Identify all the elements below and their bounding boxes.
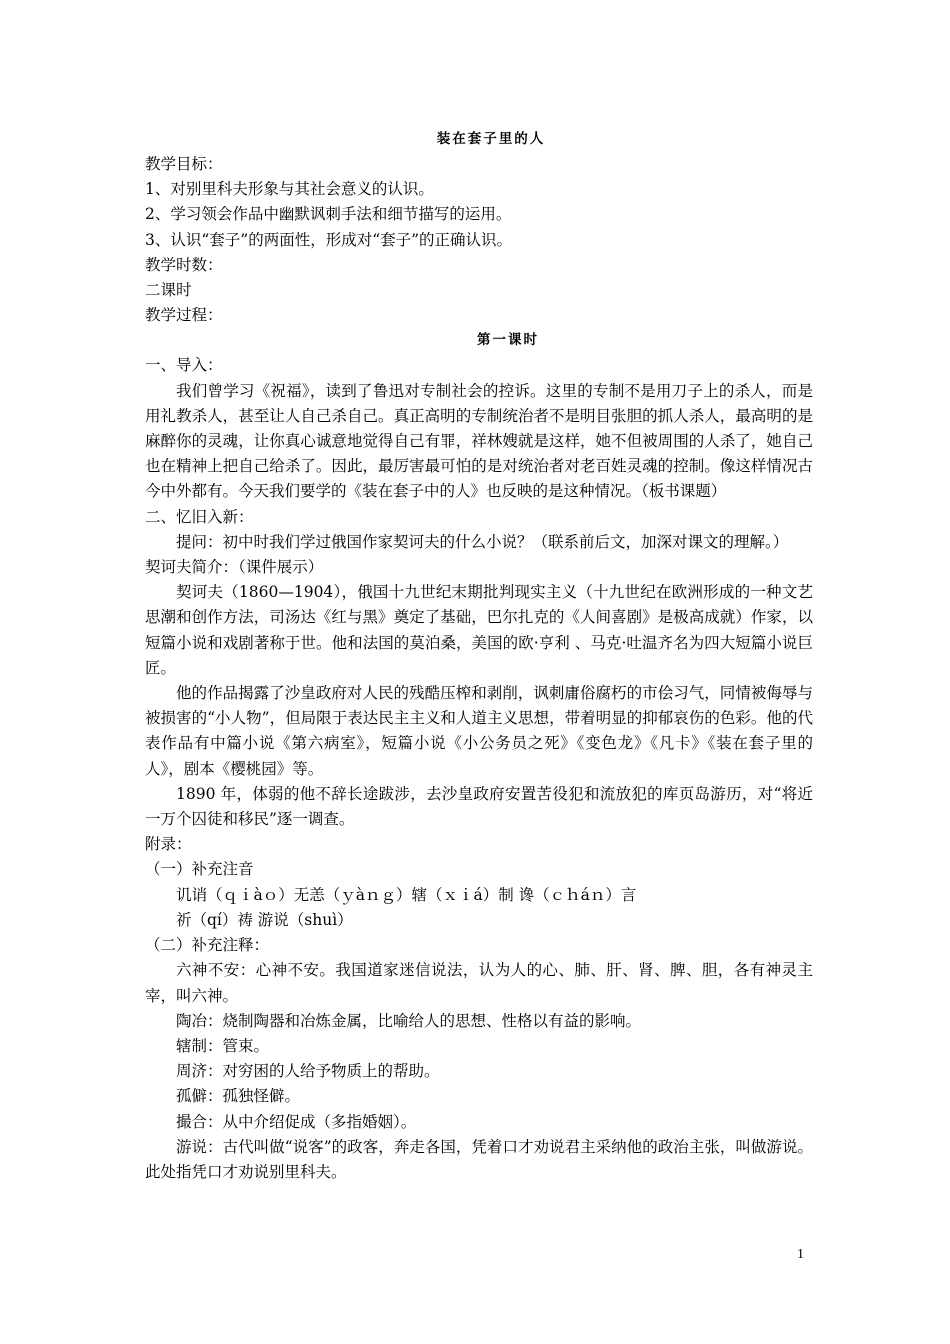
note-item: 六神不安：心神不安。我国道家迷信说法，认为人的心、肺、肝、肾、脾、胆，各有神灵主宰，叫六神。 [145, 961, 813, 1005]
page-number: 1 [797, 1247, 804, 1262]
teaching-goal-2: 2、学习领会作品中幽默讽刺手法和细节描写的运用。 [145, 205, 512, 224]
lesson-title: 第一课时 [477, 332, 539, 349]
document-title: 装在套子里的人 [436, 131, 546, 147]
teaching-hours-value: 二课时 [145, 281, 192, 300]
section-heading-introduction: 一、导入： [145, 356, 223, 375]
note-item: 辖制：管束。 [176, 1036, 270, 1055]
note-item: 陶冶：烧制陶器和冶炼金属，比喻给人的思想、性格以有益的影响。 [176, 1011, 642, 1030]
teaching-process-heading: 教学过程： [145, 306, 223, 325]
introduction-paragraph: 我们曾学习《祝福》，读到了鲁迅对专制社会的控诉。这里的专制不是用刀子上的杀人，而是用礼教杀人，甚至让人自己杀自己。真正高明的专制统治者不是明目张胆的抓人杀人，最高明的是麻醉你的灵魂，让你真心诚意地觉得自己有罪，祥林嫂就是这样，她不但被周围的人杀了，她自己也在精神上把自己给杀了。因此，最厉害最可怕的是对统治者对老百姓灵魂的控制。像这样情况古今中外都有。今天我们要学的《装在套子中的人》也反映的是这种情况。（板书课题） [145, 381, 813, 501]
review-paragraph: 提问：初中时我们学过俄国作家契诃夫的什么小说？（联系前后文，加深对课文的理解。） [176, 532, 789, 551]
pinyin-line-1: 讥诮（ｑｉàｏ）无恙（ｙàｎｇ）辖（ｘｉá）制 谗（ｃｈáｎ）言 [176, 885, 637, 904]
appendix-heading: 附录： [145, 835, 192, 854]
document-body [145, 127, 813, 1185]
teaching-goal-3: 3、认识“套子”的两面性，形成对“套子”的正确认识。 [145, 230, 513, 249]
note-item: 撮合：从中介绍促成（多指婚姻）。 [176, 1112, 417, 1131]
notes-heading: （二）补充注释： [145, 936, 270, 955]
note-item: 游说：古代叫做“说客”的政客，奔走各国，凭着口才劝说君主采纳他的政治主张，叫做游说。此处指凭口才劝说别里科夫。 [145, 1137, 813, 1181]
teaching-hours-heading: 教学时数： [145, 255, 223, 274]
note-item: 孤僻：孤独怪僻。 [176, 1087, 301, 1106]
note-item: 周济：对穷困的人给予物质上的帮助。 [176, 1062, 440, 1081]
chekhov-paragraph-1: 契诃夫（1860—1904），俄国十九世纪末期批判现实主义（十九世纪在欧洲形成的一种文艺思潮和创作方法，司汤达《红与黑》奠定了基础，巴尔扎克的《人间喜剧》是极高成就）作家，以短篇小说和戏剧著称于世。他和法国的莫泊桑，美国的欧·亨利 、马克·吐温齐名为四大短篇小说巨匠。 [145, 583, 813, 677]
chekhov-intro-heading: 契诃夫简介：（课件展示） [145, 558, 324, 577]
teaching-goals-heading: 教学目标： [145, 155, 223, 173]
chekhov-paragraph-2: 他的作品揭露了沙皇政府对人民的残酷压榨和剥削，讽刺庸俗腐朽的市侩习气，同情被侮辱与被损害的“小人物”，但局限于表达民主主义和人道主义思想，带着明显的抑郁哀伤的色彩。他的代表作品有中篇小说《第六病室》，短篇小说《小公务员之死》《变色龙》《凡卡》《装在套子里的人》，剧本《樱桃园》等。 [145, 684, 813, 778]
pinyin-line-2: 祈（qí）祷 游说（shuì） [176, 910, 353, 929]
chekhov-paragraph-3: 1890 年，体弱的他不辞长途跋涉，去沙皇政府安置苦役犯和流放犯的库页岛游历，对“将近一万个囚徒和移民”逐一调查。 [145, 784, 813, 829]
pinyin-heading: （一）补充注音 [145, 860, 254, 879]
section-heading-review: 二、忆旧入新： [145, 507, 254, 526]
teaching-goal-1: 1、对别里科夫形象与其社会意义的认识。 [145, 180, 434, 199]
